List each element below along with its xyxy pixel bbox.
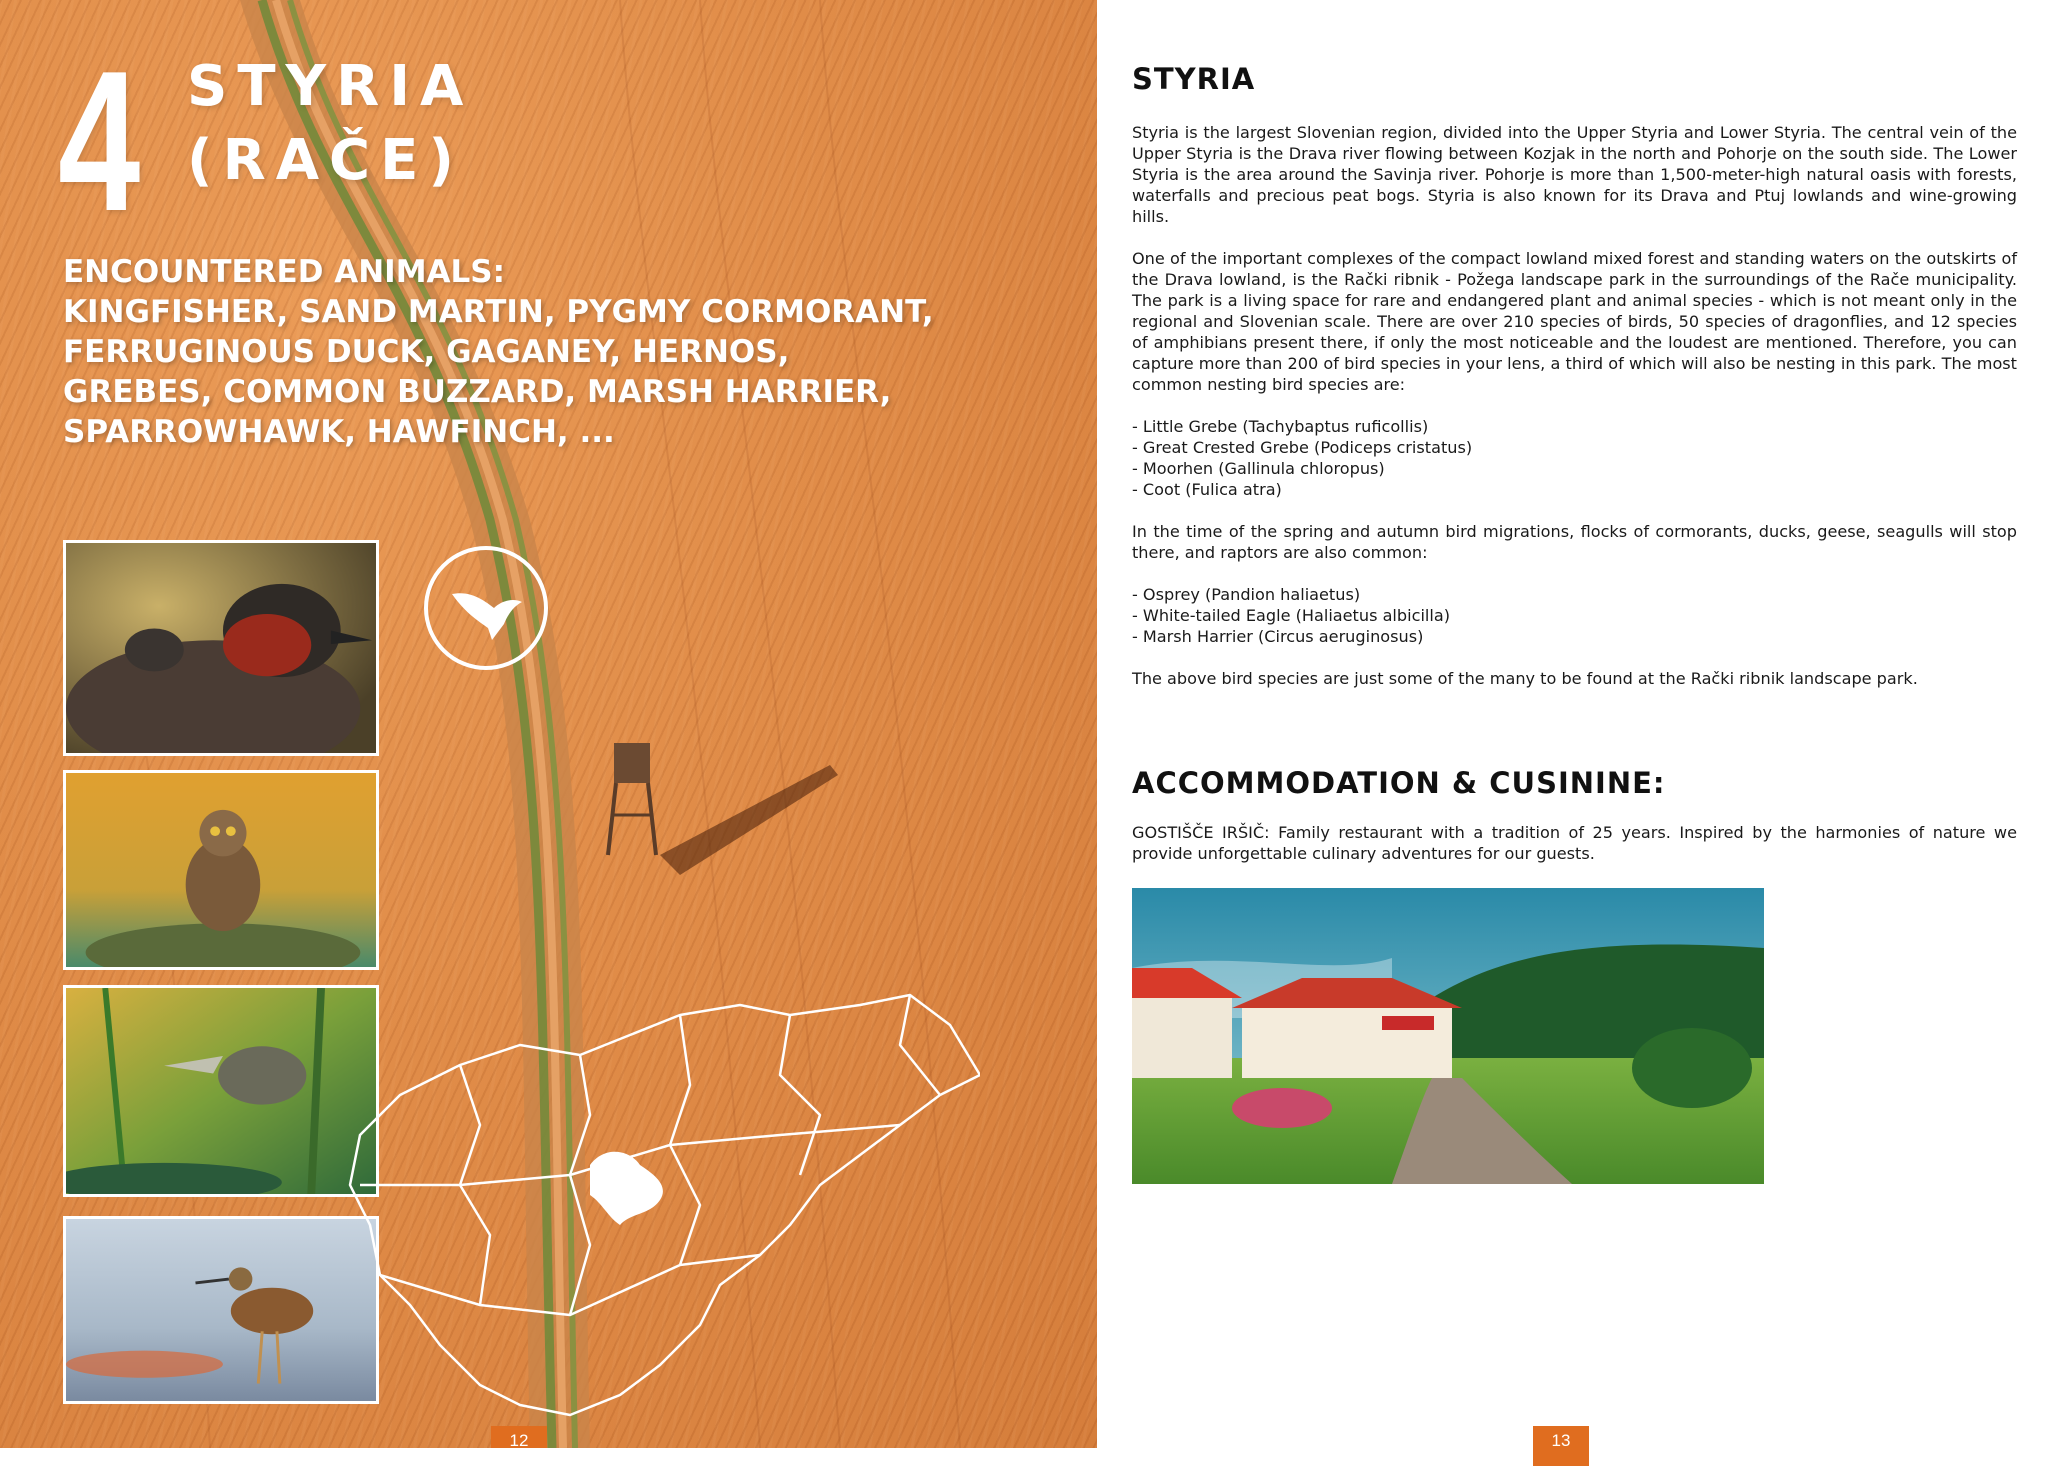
animals-line: KINGFISHER, SAND MARTIN, PYGMY CORMORANT, [63, 294, 934, 330]
list-item: - Marsh Harrier (Circus aeruginosus) [1132, 627, 1424, 646]
list-item: - Coot (Fulica atra) [1132, 480, 1282, 499]
accommodation-heading: ACCOMMODATION & CUSININE: [1132, 766, 1666, 800]
paragraph: In the time of the spring and autumn bird migrations, flocks of cormorants, ducks, geese, seagulls will stop there, and raptors are also common: [1132, 522, 2017, 562]
paragraph: Styria is the largest Slovenian region, divided into the Upper Styria and Lower Styria. The central vein of the Upper Styria is the Drava river flowing between Kozjak in the north and Pohorje on the south side. The Lower Styria is the area around the Savinja river. Pohorje is more than 1,500-meter-high natural oasis with forests, waterfalls and precious peat bogs. Styria is also known for its Drava and Ptuj lowlands and wine-growing hills. [1132, 123, 2017, 226]
section-heading: STYRIA [1132, 62, 1256, 96]
region-title-line-1: STYRIA [187, 54, 474, 119]
nesting-species-list [1132, 416, 2017, 500]
page-number: 12 [491, 1426, 547, 1448]
animals-line: FERRUGINOUS DUCK, GAGANEY, HERNOS, [63, 334, 790, 370]
page-number: 13 [1533, 1426, 1589, 1466]
little-grebe-photo [63, 540, 379, 756]
sandpiper-photo [63, 1216, 379, 1404]
raptor-species-list [1132, 584, 2017, 647]
list-item: - Great Crested Grebe (Podiceps cristatus) [1132, 438, 1473, 457]
paragraph: One of the important complexes of the compact lowland mixed forest and standing waters on the outskirts of the Drava lowland, is the Rački ribnik - Požega landscape park in the surroundings of the Rače municipality. The park is a living space for rare and endangered plant and animal species - which is not meant only in the regional and Slovenian scale. There are over 210 species of birds, 50 species of dragonflies, and 12 species of amphibians present there, if only the most noticeable and the loudest are mentioned. Therefore, you can capture more than 200 of bird species in your lens, a third of which will also be nesting in this park. The most common nesting bird species are: [1132, 249, 2017, 394]
slovenia-regions-map [340, 985, 980, 1420]
little-owl-photo [63, 770, 379, 970]
list-item: - Osprey (Pandion haliaetus) [1132, 585, 1361, 604]
list-item: - Little Grebe (Tachybaptus ruficollis) [1132, 417, 1429, 436]
animals-line: GREBES, COMMON BUZZARD, MARSH HARRIER, [63, 374, 892, 410]
encountered-animals [63, 252, 963, 452]
restaurant-photo [1132, 888, 1764, 1184]
paragraph: The above bird species are just some of the many to be found at the Rački ribnik landscape park. [1132, 669, 1918, 688]
animals-line: SPARROWHAWK, HAWFINCH, ... [63, 414, 615, 450]
list-item: - Moorhen (Gallinula chloropus) [1132, 459, 1385, 478]
region-title [187, 50, 473, 199]
hunting-tower-image [600, 735, 840, 885]
accommodation-text: GOSTIŠČE IRŠIČ: Family restaurant with a tradition of 25 years. Inspired by the harmonies of nature we provide unforgettable culinary adventures for our guests. [1132, 823, 2017, 863]
heron-photo [63, 985, 379, 1197]
animals-line: ENCOUNTERED ANIMALS: [63, 254, 506, 290]
list-item: - White-tailed Eagle (Haliaetus albicilla) [1132, 606, 1450, 625]
region-title-line-2: (RAČE) [187, 128, 464, 194]
region-number: 4 [58, 30, 141, 253]
right-page [1097, 0, 2048, 1448]
bird-logo-icon [422, 544, 550, 672]
